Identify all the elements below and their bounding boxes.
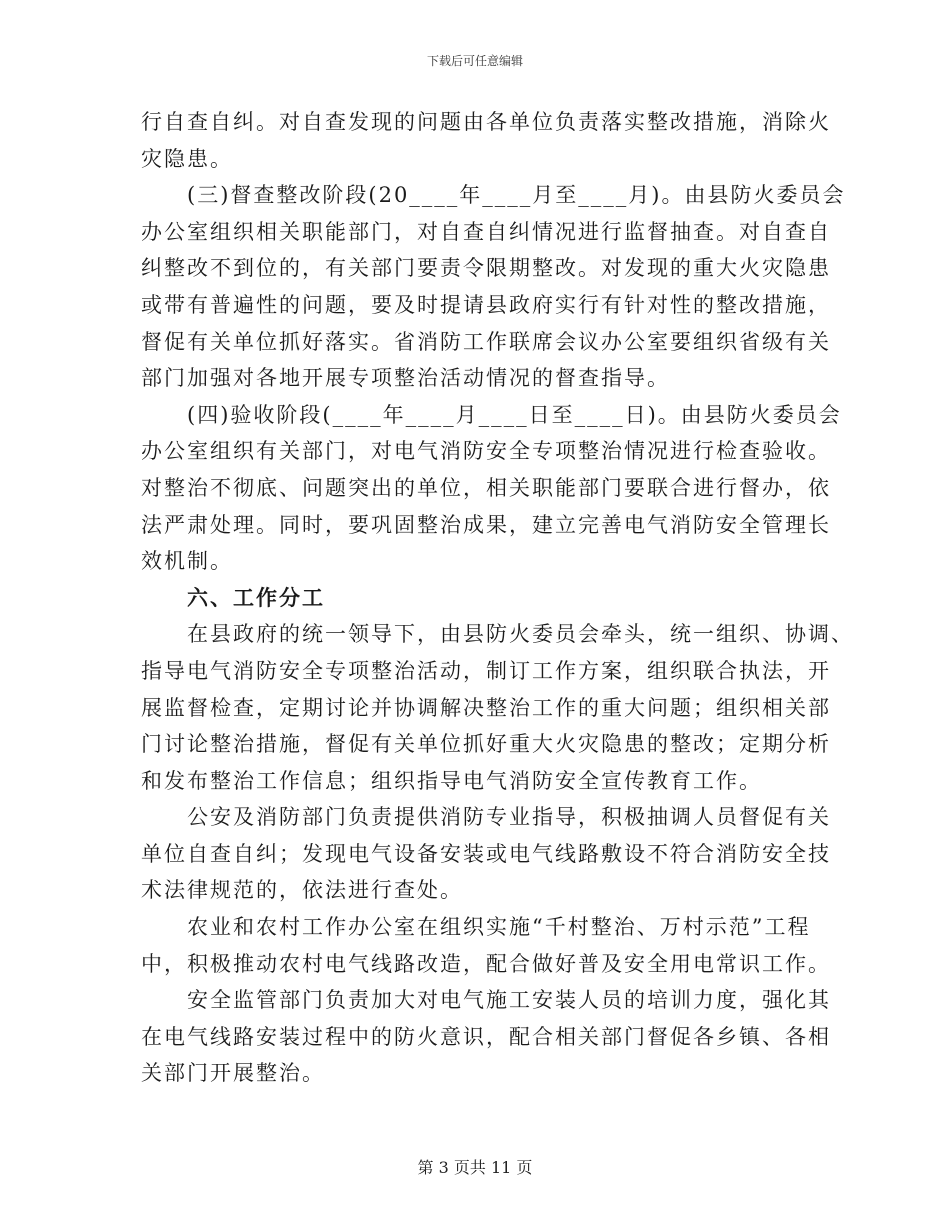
text-line: 关部门开展整治。 — [141, 1061, 325, 1086]
text-line: 在县政府的统一领导下，由县防火委员会牵头，统一组织、协调、 — [187, 622, 854, 647]
text-line: 展监督检查，定期讨论并协调解决整治工作的重大问题；组织相关部 — [141, 695, 831, 720]
text-line: (三)督查整改阶段(20____年____月至____月)。由县防火委员会 — [187, 183, 846, 208]
text-line: 或带有普遍性的问题，要及时提请县政府实行有针对性的整改措施， — [141, 292, 831, 317]
text-line: (四)验收阶段(____年____月____日至____日)。由县防火委员会 — [187, 402, 842, 427]
text-line: 办公室组织有关部门，对电气消防安全专项整治情况进行检查验收。 — [141, 439, 831, 464]
section-heading: 六、工作分工 — [187, 584, 325, 610]
text-line: 对整治不彻底、问题突出的单位，相关职能部门要联合进行督办，依 — [141, 475, 831, 500]
text-line: 纠整改不到位的，有关部门要责令限期整改。对发现的重大火灾隐患 — [141, 256, 831, 281]
text-line: 术法律规范的，依法进行查处。 — [141, 878, 463, 903]
text-line: 效机制。 — [141, 549, 233, 574]
text-line: 安全监管部门负责加大对电气施工安装人员的培训力度，强化其 — [187, 988, 831, 1013]
text-line: 门讨论整治措施，督促有关单位抓好重大火灾隐患的整改；定期分析 — [141, 732, 831, 757]
text-line: 中，积极推动农村电气线路改造，配合做好普及安全用电常识工作。 — [141, 951, 831, 976]
text-line: 农业和农村工作办公室在组织实施“千村整治、万村示范”工程 — [187, 915, 811, 940]
page-header: 下载后可任意编辑 — [426, 54, 523, 68]
text-line: 在电气线路安装过程中的防火意识，配合相关部门督促各乡镇、各相 — [141, 1024, 831, 1049]
text-line: 单位自查自纠；发现电气设备安装或电气线路敷设不符合消防安全技 — [141, 841, 831, 866]
document-body — [141, 104, 854, 1092]
text-line: 行自查自纠。对自查发现的问题由各单位负责落实整改措施，消除火 — [141, 110, 831, 134]
text-line: 指导电气消防安全专项整治活动，制订工作方案，组织联合执法，开 — [141, 658, 831, 683]
text-line: 法严肃处理。同时，要巩固整治成果，建立完善电气消防安全管理长 — [141, 512, 831, 537]
text-line: 督促有关单位抓好落实。省消防工作联席会议办公室要组织省级有关 — [141, 329, 831, 354]
text-line: 灾隐患。 — [141, 146, 233, 171]
page-footer: 第 3 页共 11 页 — [417, 1158, 533, 1177]
text-line: 部门加强对各地开展专项整治活动情况的督查指导。 — [141, 366, 670, 391]
text-line: 公安及消防部门负责提供消防专业指导，积极抽调人员督促有关 — [187, 805, 831, 830]
text-line: 办公室组织相关职能部门，对自查自纠情况进行监督抽查。对自查自 — [141, 219, 831, 244]
text-line: 和发布整治工作信息；组织指导电气消防安全宣传教育工作。 — [141, 768, 762, 793]
